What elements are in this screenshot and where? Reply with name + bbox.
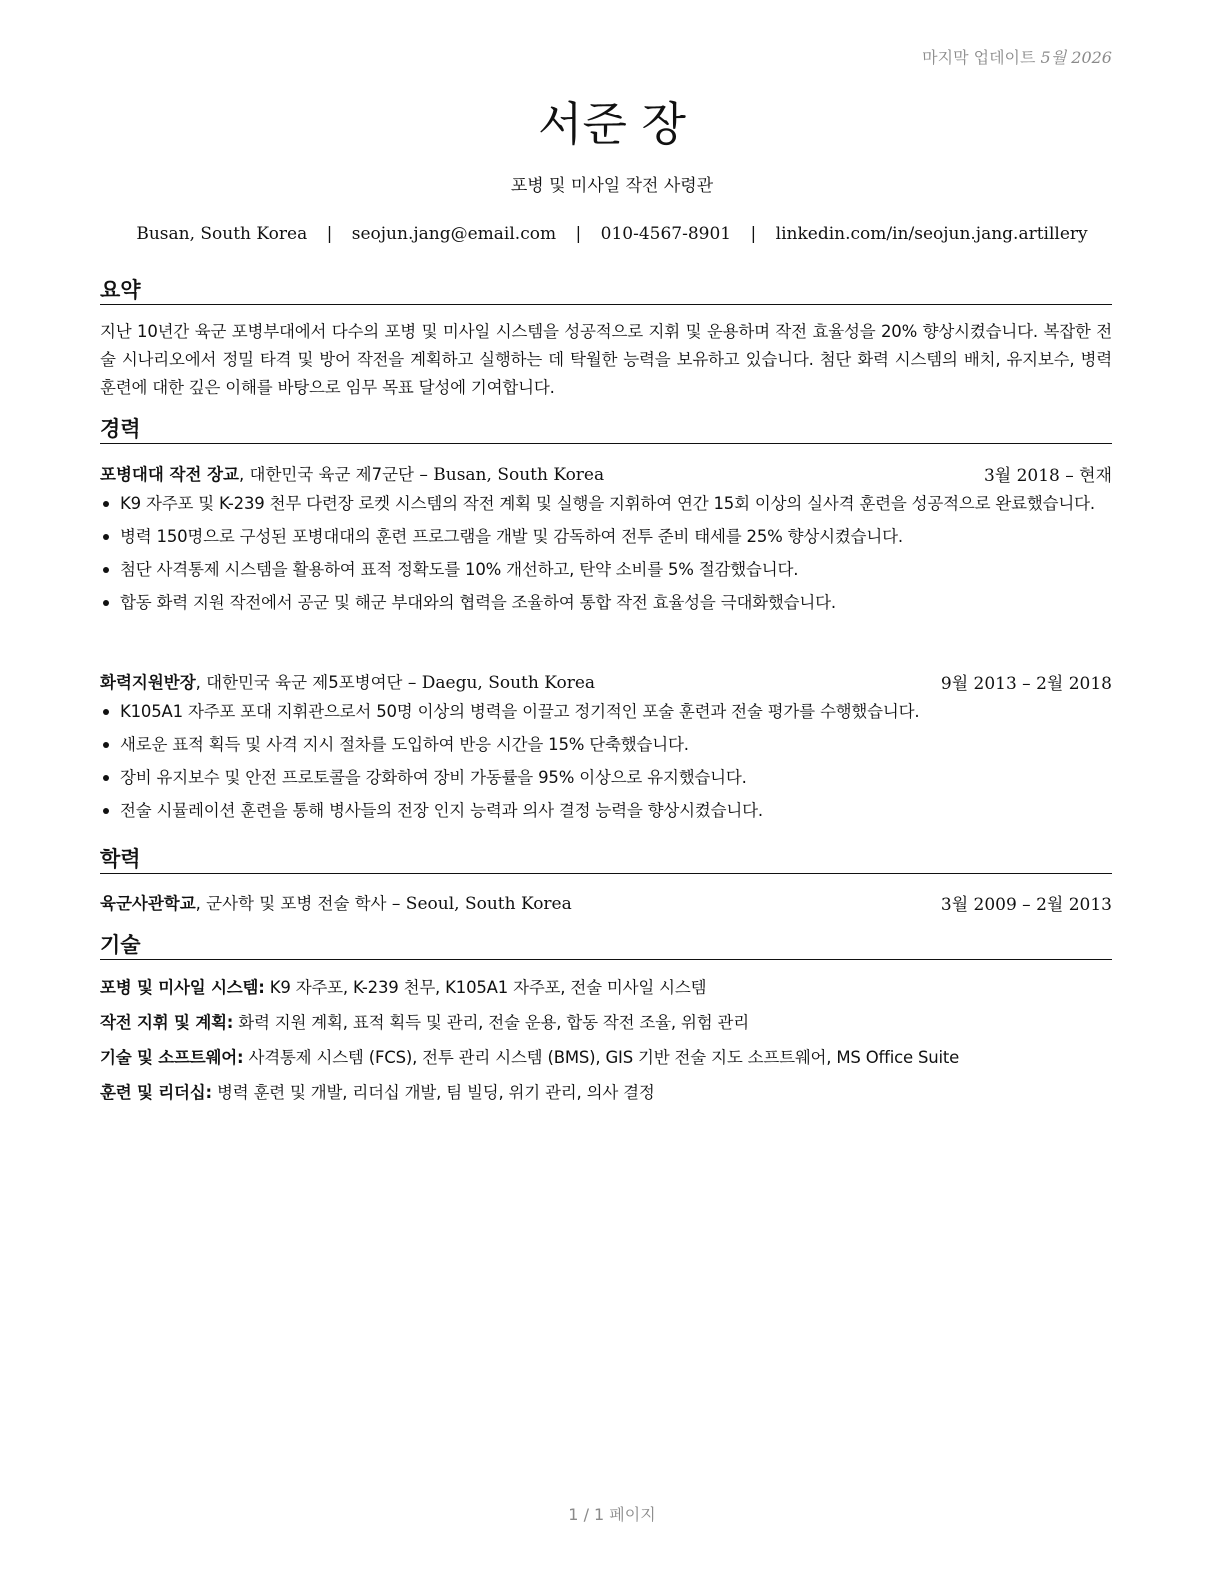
experience-entry-header	[100, 669, 1112, 694]
skill-row	[100, 974, 1112, 1002]
page-number: 1 / 1 페이지	[568, 1505, 656, 1524]
experience-bullets	[100, 698, 1112, 830]
contact-line	[0, 224, 1224, 244]
last-updated-date: 5월 2026	[1040, 48, 1112, 67]
experience-org-name: , 대한민국 육군 제7군단	[239, 465, 414, 484]
experience-bullets	[100, 490, 1112, 622]
candidate-name: 서준 장	[538, 97, 686, 151]
last-updated-label: 마지막 업데이트	[922, 48, 1036, 67]
contact-phone[interactable]: 010-4567-8901	[600, 224, 732, 244]
skill-value: K9 자주포, K-239 천무, K105A1 자주포, 전술 미사일 시스템	[264, 978, 707, 997]
experience-date: 3월 2018 – 현재	[983, 466, 1112, 486]
education-degree: , 군사학 및 포병 전술 학사	[195, 894, 387, 913]
skill-row	[100, 1009, 1112, 1037]
list-item: 첨단 사격통제 시스템을 활용하여 표적 정확도를 10% 개선하고, 탄약 소비를 5% 절감했습니다.	[100, 556, 1112, 583]
skill-label: 포병 및 미사일 시스템:	[100, 978, 265, 997]
experience-org-name: , 대한민국 육군 제5포병여단	[195, 673, 403, 692]
skill-label: 기술 및 소프트웨어:	[100, 1048, 244, 1067]
skill-label: 작전 지휘 및 계획:	[100, 1013, 234, 1032]
skill-row	[100, 1079, 1112, 1107]
contact-email[interactable]: seojun.jang@email.com	[351, 224, 557, 244]
list-item: K9 자주포 및 K-239 천무 다련장 로켓 시스템의 작전 계획 및 실행을 지휘하여 연간 15회 이상의 실사격 훈련을 성공적으로 완료했습니다.	[100, 490, 1112, 517]
education-org	[100, 890, 572, 915]
contact-location: Busan, South Korea	[136, 224, 308, 244]
skill-row	[100, 1044, 1112, 1072]
contact-separator: |	[575, 224, 582, 244]
skill-value: 병력 훈련 및 개발, 리더십 개발, 팀 빌딩, 위기 관리, 의사 결정	[211, 1083, 655, 1102]
last-updated	[922, 45, 1112, 68]
list-item: K105A1 자주포 포대 지휘관으로서 50명 이상의 병력을 이끌고 정기적인 포술 훈련과 전술 평가를 수행했습니다.	[100, 698, 1112, 725]
list-item: 병력 150명으로 구성된 포병대대의 훈련 프로그램을 개발 및 감독하여 전투 준비 태세를 25% 향상시켰습니다.	[100, 523, 1112, 550]
experience-location: – Daegu, South Korea	[402, 673, 596, 693]
education-school: 육군사관학교	[100, 894, 196, 913]
list-item: 전술 시뮬레이션 훈련을 통해 병사들의 전장 인지 능력과 의사 결정 능력을 향상시켰습니다.	[100, 797, 1112, 824]
education-entry-header	[100, 890, 1112, 915]
education-location: – Seoul, South Korea	[386, 894, 572, 914]
contact-linkedin[interactable]: linkedin.com/in/seojun.jang.artillery	[775, 224, 1088, 244]
section-title-skills: 기술	[100, 932, 1112, 960]
experience-role: 포병대대 작전 장교	[100, 465, 240, 484]
skill-value: 사격통제 시스템 (FCS), 전투 관리 시스템 (BMS), GIS 기반 전술 지도 소프트웨어, MS Office Suite	[243, 1048, 960, 1067]
candidate-role: 포병 및 미사일 작전 사령관	[510, 176, 714, 196]
skill-label: 훈련 및 리더십:	[100, 1083, 212, 1102]
list-item: 합동 화력 지원 작전에서 공군 및 해군 부대와의 협력을 조율하여 통합 작전 효율성을 극대화했습니다.	[100, 589, 1112, 616]
section-title-education: 학력	[100, 846, 1112, 874]
list-item: 새로운 표적 획득 및 사격 지시 절차를 도입하여 반응 시간을 15% 단축했습니다.	[100, 731, 1112, 758]
skill-value: 화력 지원 계획, 표적 획득 및 관리, 전술 운용, 합동 작전 조율, 위험 관리	[233, 1013, 749, 1032]
experience-date: 9월 2013 – 2월 2018	[940, 674, 1112, 694]
contact-separator: |	[750, 224, 757, 244]
experience-org	[100, 461, 604, 486]
contact-separator: |	[326, 224, 333, 244]
education-date: 3월 2009 – 2월 2013	[940, 895, 1112, 915]
experience-location: – Busan, South Korea	[413, 465, 605, 485]
section-title-experience: 경력	[100, 416, 1112, 444]
experience-role: 화력지원반장	[100, 673, 196, 692]
summary-text: 지난 10년간 육군 포병부대에서 다수의 포병 및 미사일 시스템을 성공적으로 지휘 및 운용하며 작전 효율성을 20% 향상시켰습니다. 복잡한 전술 시나리오에서 정밀 타격 및 방어 작전을 계획하고 실행하는 데 탁월한 능력을 보유하고 있습니다. 첨단 화력 시스템의 배치, 유지보수, 병력 훈련에 대한 깊은 이해를 바탕으로 임무 목표 달성에 기여합니다.	[100, 322, 1112, 397]
experience-org	[100, 669, 595, 694]
section-title-summary: 요약	[100, 277, 1112, 305]
list-item: 장비 유지보수 및 안전 프로토콜을 강화하여 장비 가동률을 95% 이상으로 유지했습니다.	[100, 764, 1112, 791]
skills-list	[100, 974, 1112, 1114]
experience-entry-header	[100, 461, 1112, 486]
